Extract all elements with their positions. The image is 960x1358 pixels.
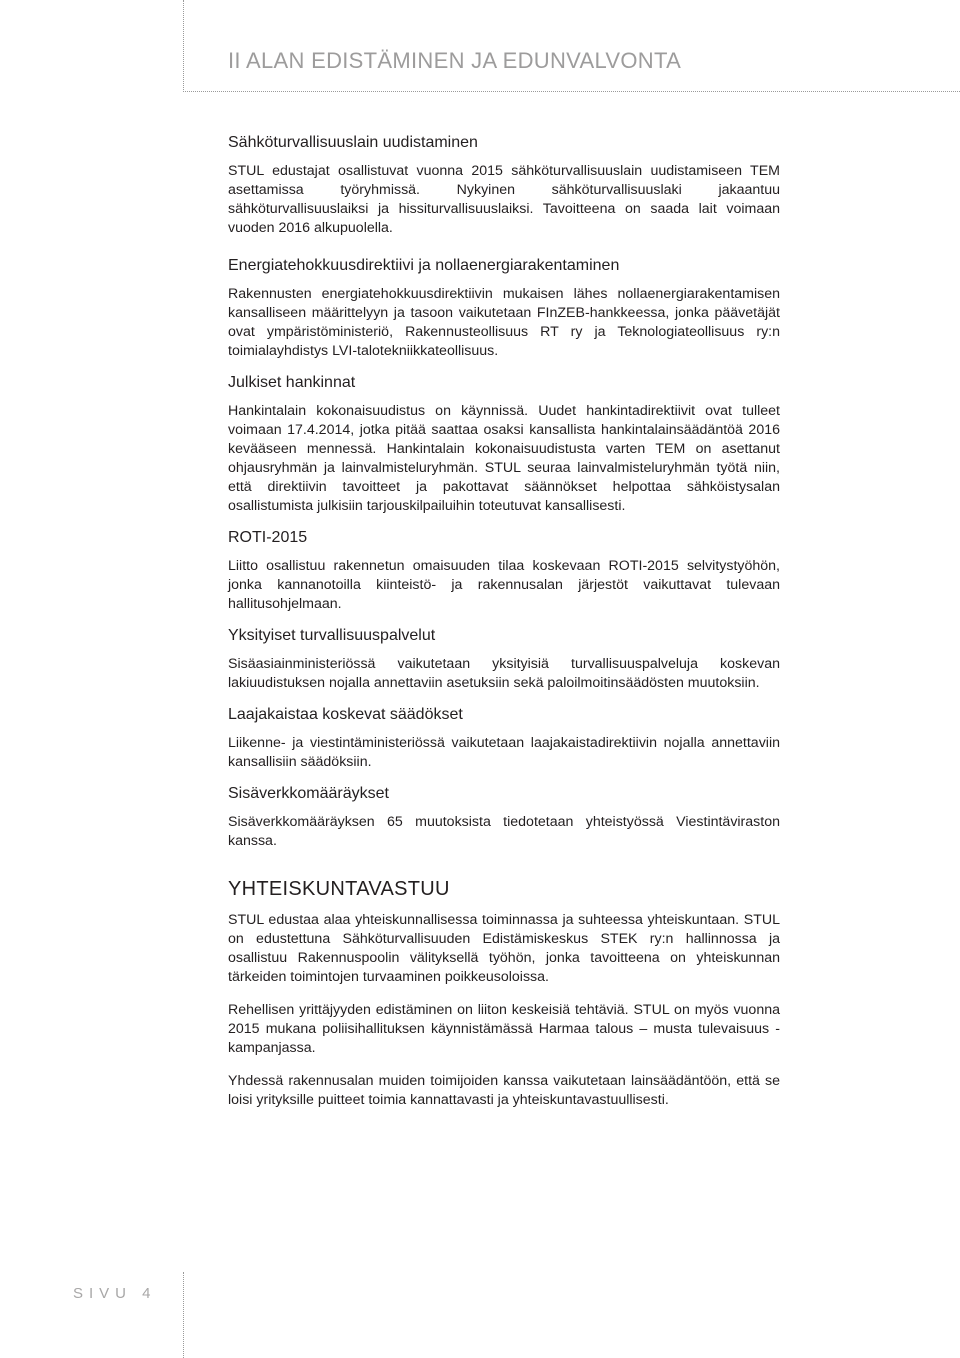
header-vertical-divider [183,0,184,92]
section-paragraph: Rehellisen yrittäjyyden edistäminen on liiton keskeisiä tehtäviä. STUL on myös vuonna 2015 mukana poliisihallituksen käynnistämässä Harmaa talous – musta tulevaisuus -kampanjassa. [228,1002,780,1056]
section-roti-2015 [228,528,780,614]
section-sisaverkko [228,784,780,851]
section-paragraph: Liitto osallistuu rakennetun omaisuuden tilaa koskevaan ROTI-2015 selvitystyöhön, jonka kannanotoilla kiinteistö- ja rakennusalan järjestöt vaikuttavat tulevaan hallitusohjelmaan. [228,558,780,612]
section-paragraph: Rakennusten energiatehokkuusdirektiivin mukaisen lähes nollaenergiarakentamisen kansalliseen määrittelyyn ja tasoon vaikutetaan FInZEB-hankkeessa, jonka päävetäjät ovat ympäristöministeriö, Rakennusteollisuus RT ry ja Teknologiateollisuus ry:n toimialayhdistys LVI-talotekniikkateollisuus. [228,286,780,359]
section-paragraph: Hankintalain kokonaisuudistus on käynnissä. Uudet hankintadirektiivit ovat tulleet voimaan 17.4.2014, jotka pitää saattaa osaksi kansallista hankintalainsäädäntöä 2016 kevääseen mennessä. Hankintalain kokonaisuudistusta varten TEM on asettanut ohjausryhmän ja lainvalmisteluryhmän. STUL seuraa lainvalmisteluryhmän työtä niin, että direktiivin tavoitteet ja pakottavat säännökset helpottaa sähköistysalan osallistumista julkisiin tarjouskilpailuihin toteutuvat kansallisesti. [228,403,780,514]
section-heading: Sähköturvallisuuslain uudistaminen [228,134,478,151]
section-paragraph: STUL edustajat osallistuvat vuonna 2015 sähköturvallisuuslain uudistamiseen TEM asettamissa työryhmissä. Nykyinen sähköturvallisuuslaki jakaantuu sähköturvallisuuslaiksi ja hissiturvallisuuslaiksi. Tavoitteena on saada lait voimaan vuoden 2016 alkupuolella. [228,163,780,236]
section-paragraph: Liikenne- ja viestintäministeriössä vaikutetaan laajakaistadirektiivin nojalla annettaviin kansallisiin säädöksiin. [228,735,780,770]
section-paragraph: Yhdessä rakennusalan muiden toimijoiden kanssa vaikutetaan lainsäädäntöön, että se loisi yrityksille puitteet toimia kannattavasti ja yhteiskuntavastuullisesti. [228,1073,780,1108]
section-heading: Energiatehokkuusdirektiivi ja nollaenergiarakentaminen [228,257,620,274]
section-heading: ROTI-2015 [228,529,308,546]
section-heading: Julkiset hankinnat [228,374,356,391]
section-laajakaista [228,705,780,772]
section-sahkoturvallisuuslaki [228,133,780,238]
section-heading: Sisäverkkomääräykset [228,785,389,802]
section-julkiset-hankinnat [228,373,780,516]
section-paragraph: STUL edustaa alaa yhteiskunnallisessa toiminnassa ja suhteessa yhteiskuntaan. STUL on edustettuna Sähköturvallisuuden Edistämiskeskus STEK ry:n hallinnossa ja osallistuu Rakennuspoolin välityksellä työhön, jonka tavoitteena on yhteiskunnan tärkeiden toimintojen turvaaminen poikkeusoloissa. [228,912,780,985]
major-heading: YHTEISKUNTAVASTUU [228,878,450,900]
section-yhteiskuntavastuu [228,877,780,1110]
header-horizontal-divider [183,91,960,92]
section-turvallisuuspalvelut [228,626,780,693]
section-heading: Laajakaistaa koskevat säädökset [228,706,463,723]
section-energiatehokkuus [228,256,780,361]
running-header: II ALAN EDISTÄMINEN JA EDUNVALVONTA [228,48,682,73]
section-heading: Yksityiset turvallisuuspalvelut [228,627,436,644]
page-body [228,133,780,1124]
section-paragraph: Sisäasiainministeriössä vaikutetaan yksityisiä turvallisuuspalveluja koskevan lakiuudistuksen nojalla annettaviin asetuksiin sekä paloilmoitinsäädösten muutoksiin. [228,656,780,691]
page-number: SIVU 4 [73,1285,157,1302]
footer-vertical-divider [183,1272,184,1358]
section-paragraph: Sisäverkkomääräyksen 65 muutoksista tiedotetaan yhteistyössä Viestintäviraston kanssa. [228,814,780,849]
